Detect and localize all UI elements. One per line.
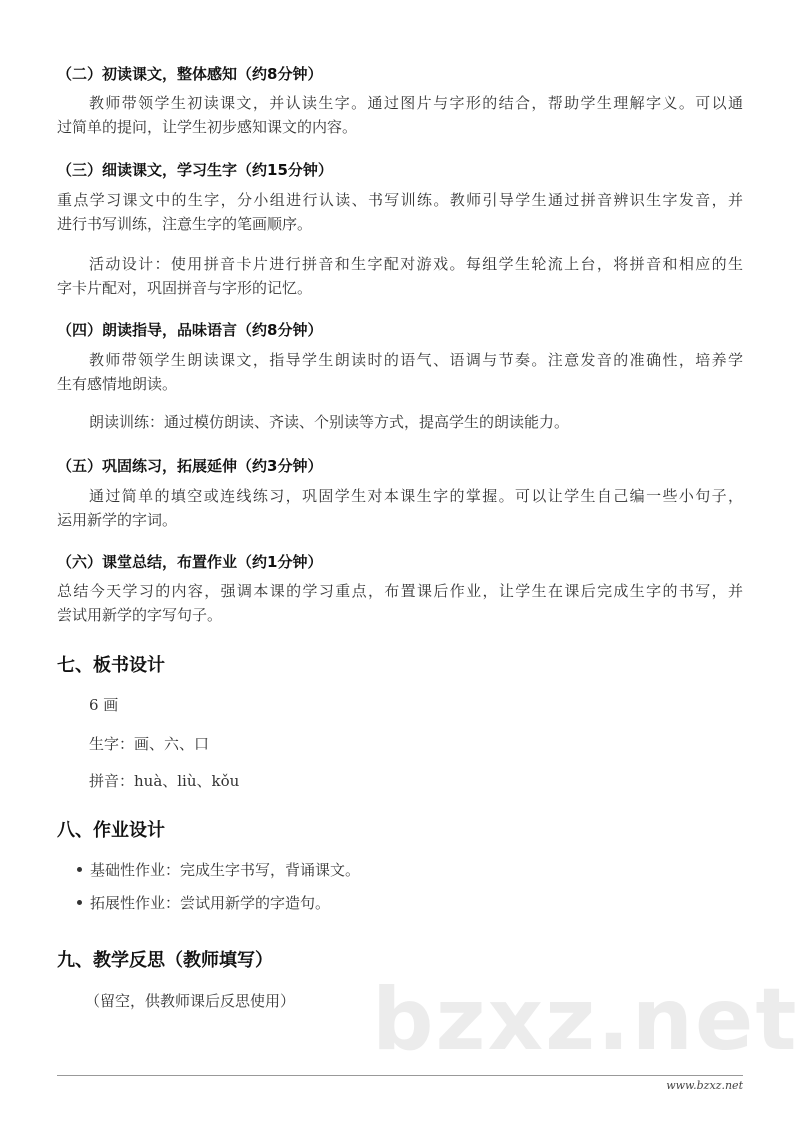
board-design-heading: 七、板书设计 [57,655,165,676]
text-line: 通过简单的填空或连线练习，巩固学生对本课生字的掌握。可以让学生自己编一些小句子， [89,487,743,505]
section-2-heading: （二）初读课文，整体感知（约8分钟） [57,65,323,83]
text-line: 教师带领学生朗读课文，指导学生朗读时的语气、语调与节奏。注意发音的准确性，培养学 [89,351,743,369]
text-line: 教师带领学生初读课文，并认读生字。通过图片与字形的结合，帮助学生理解字义。可以通 [89,94,743,112]
reflection-heading: 九、教学反思（教师填写） [57,950,273,971]
bullet-icon [77,867,82,872]
section-4-paragraph-2 [57,411,743,435]
board-title: 6 画 [89,696,119,714]
section-5-paragraph [57,485,743,532]
section-3-heading: （三）细读课文，学习生字（约15分钟） [57,161,333,179]
homework-heading: 八、作业设计 [57,820,165,841]
text-line: 重点学习课文中的生字，分小组进行认读、书写训练。教师引导学生通过拼音辨识生字发音，并 [57,191,743,209]
homework-item [57,860,743,880]
homework-item-text: 基础性作业：完成生字书写，背诵课文。 [90,861,361,879]
bullet-icon [77,900,82,905]
board-pinyin: 拼音：huà、liù、kǒu [89,772,240,790]
section-6-paragraph [57,580,743,627]
text-line: 总结今天学习的内容，强调本课的学习重点，布置课后作业，让学生在课后完成生字的书写，并 [57,582,743,600]
homework-item [57,893,743,913]
section-4-heading: （四）朗读指导，品味语言（约8分钟） [57,321,323,339]
section-3-paragraph-2 [57,253,743,300]
text-line: 朗读训练：通过模仿朗读、齐读、个别读等方式，提高学生的朗读能力。 [89,413,570,431]
text-line: 尝试用新学的字写句子。 [57,605,223,624]
section-4-paragraph-1 [57,349,743,396]
section-2-paragraph [57,92,743,139]
footer-url: www.bzxz.net [666,1079,743,1092]
section-6-heading: （六）课堂总结，布置作业（约1分钟） [57,553,323,571]
text-line: 运用新学的字词。 [57,510,178,529]
section-5-heading: （五）巩固练习，拓展延伸（约3分钟） [57,457,323,475]
text-line: 活动设计：使用拼音卡片进行拼音和生字配对游戏。每组学生轮流上台，将拼音和相应的生 [89,255,743,273]
text-line: 进行书写训练，注意生字的笔画顺序。 [57,214,313,233]
text-line: 生有感情地朗读。 [57,374,178,393]
section-3-paragraph-1 [57,189,743,236]
board-characters: 生字：画、六、口 [89,735,210,753]
homework-item-text: 拓展性作业：尝试用新学的字造句。 [90,894,331,912]
watermark: bzxz.net [372,970,799,1070]
text-line: 过简单的提问，让学生初步感知课文的内容。 [57,117,358,136]
text-line: 字卡片配对，巩固拼音与字形的记忆。 [57,278,313,297]
footer-divider [57,1075,743,1076]
reflection-note: （留空，供教师课后反思使用） [85,992,296,1010]
